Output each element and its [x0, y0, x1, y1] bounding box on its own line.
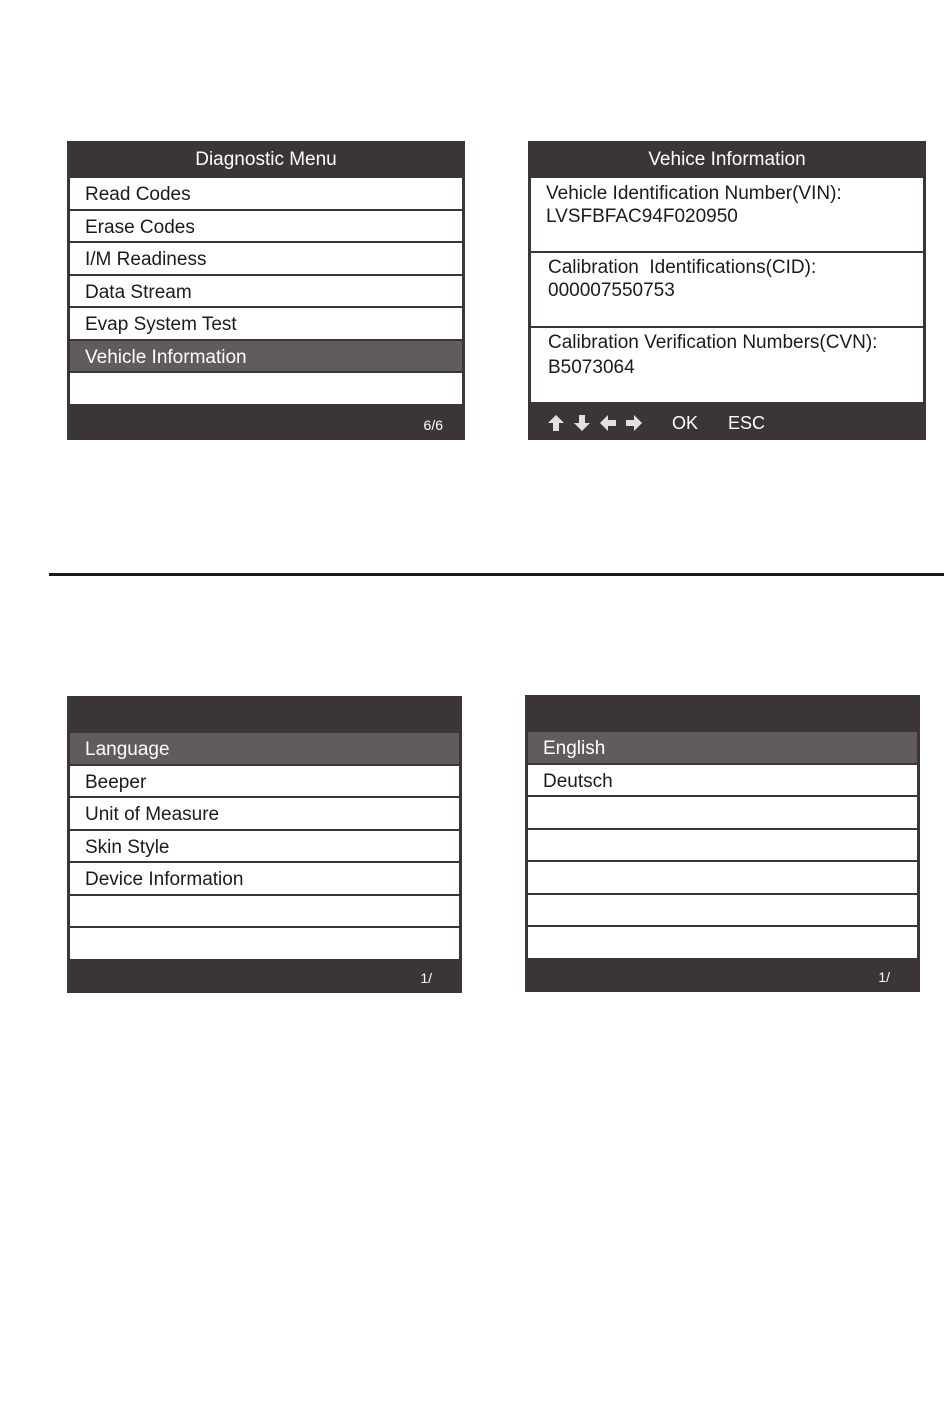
- setup-menu-screen: [67, 696, 462, 993]
- arrow-right-icon[interactable]: [624, 413, 644, 433]
- page-indicator: 1/: [420, 970, 432, 986]
- vin-block: [531, 178, 923, 251]
- menu-item-empty: [70, 928, 459, 959]
- language-menu-screen: [525, 695, 920, 992]
- vehicle-information-screen: [528, 141, 926, 440]
- cvn-label: Calibration Verification Numbers(CVN):: [548, 332, 878, 353]
- setup-menu-title: [67, 696, 462, 733]
- language-option-empty: [528, 927, 917, 958]
- vehicle-information-content: [531, 178, 923, 402]
- menu-item-device-information[interactable]: Device Information: [70, 863, 459, 894]
- language-option-empty: [528, 862, 917, 893]
- diagnostic-menu-title: Diagnostic Menu: [195, 149, 337, 170]
- language-option-empty: [528, 797, 917, 828]
- menu-item-im-readiness[interactable]: I/M Readiness: [70, 243, 462, 274]
- menu-item-read-codes[interactable]: Read Codes: [70, 178, 462, 209]
- menu-item-empty: [70, 373, 462, 404]
- menu-item-skin-style[interactable]: Skin Style: [70, 831, 459, 862]
- language-option-english[interactable]: English: [528, 732, 917, 763]
- vehicle-information-footer: [528, 406, 926, 440]
- setup-menu-footer: [67, 960, 462, 993]
- cvn-value: B5073064: [548, 357, 635, 378]
- diagnostic-menu-list: [70, 178, 462, 404]
- menu-item-empty: [70, 896, 459, 927]
- ok-button[interactable]: OK: [672, 412, 699, 433]
- language-menu-title: [525, 695, 920, 732]
- menu-item-vehicle-information[interactable]: Vehicle Information: [70, 341, 462, 372]
- cvn-block: [531, 328, 923, 402]
- esc-button[interactable]: ESC: [728, 412, 766, 433]
- page-indicator: 6/6: [423, 417, 443, 433]
- page-indicator: 1/: [878, 969, 890, 985]
- arrow-down-icon[interactable]: [572, 413, 592, 433]
- vehicle-information-title: Vehice Information: [648, 149, 806, 170]
- cid-label: Calibration Identifications(CID):: [548, 257, 817, 278]
- language-menu-list: [528, 732, 917, 958]
- diagnostic-menu-footer: [67, 407, 465, 440]
- menu-item-beeper[interactable]: Beeper: [70, 766, 459, 797]
- setup-menu-list: [70, 733, 459, 959]
- arrow-left-icon[interactable]: [598, 413, 618, 433]
- language-option-empty: [528, 895, 917, 926]
- menu-item-evap-system-test[interactable]: Evap System Test: [70, 308, 462, 339]
- menu-item-language[interactable]: Language: [70, 733, 459, 764]
- language-option-empty: [528, 830, 917, 861]
- section-divider: [49, 573, 944, 576]
- language-menu-footer: [525, 959, 920, 992]
- vin-label: Vehicle Identification Number(VIN):: [546, 183, 842, 204]
- cid-block: [531, 253, 923, 326]
- menu-item-erase-codes[interactable]: Erase Codes: [70, 211, 462, 242]
- menu-item-data-stream[interactable]: Data Stream: [70, 276, 462, 307]
- menu-item-unit-of-measure[interactable]: Unit of Measure: [70, 798, 459, 829]
- cid-value: 000007550753: [548, 280, 675, 301]
- arrow-up-icon[interactable]: [546, 413, 566, 433]
- vin-value: LVSFBFAC94F020950: [546, 206, 738, 227]
- diagnostic-menu-screen: [67, 141, 465, 440]
- language-option-deutsch[interactable]: Deutsch: [528, 765, 917, 796]
